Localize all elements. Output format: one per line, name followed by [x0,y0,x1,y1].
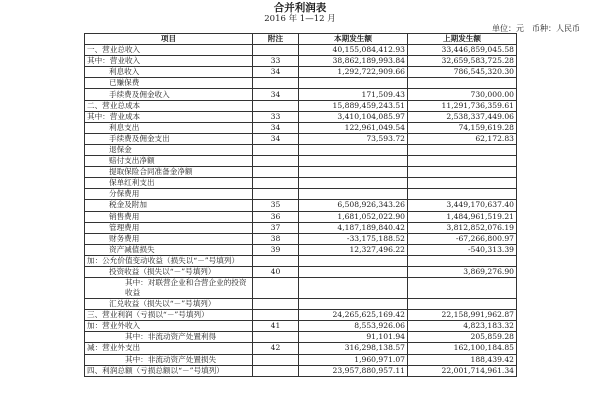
header-current-period: 本期发生额 [299,34,408,45]
row-current-amount [299,189,408,200]
row-previous-amount: 22,001,714,961.34 [408,365,517,376]
table-row [85,200,517,211]
row-label: 赔付支出净额 [85,156,253,167]
table-row [85,100,517,111]
row-current-amount: 4,187,189,840.42 [299,222,408,233]
table-row [85,321,517,332]
table-row [85,310,517,321]
row-previous-amount [408,189,517,200]
row-note: 42 [253,343,299,354]
table-row [85,233,517,244]
row-note: 38 [253,233,299,244]
row-label: 退保金 [85,144,253,155]
row-current-amount: 91,101.94 [299,332,408,343]
row-current-amount [299,299,408,310]
row-current-amount: 3,410,104,085.97 [299,111,408,122]
table-row [85,156,517,167]
row-note [253,45,299,56]
table-row [85,255,517,266]
row-current-amount: 8,553,926.06 [299,321,408,332]
row-note [253,78,299,89]
table-row [85,278,517,299]
row-previous-amount: 205,859.28 [408,332,517,343]
table-row [85,111,517,122]
row-note: 34 [253,67,299,78]
row-label: 一、营业总收入 [85,45,253,56]
row-previous-amount [408,144,517,155]
row-previous-amount: 2,538,337,449.06 [408,111,517,122]
row-note [253,299,299,310]
row-note [253,255,299,266]
row-previous-amount: 730,000.00 [408,89,517,100]
row-previous-amount [408,299,517,310]
header-item: 项目 [85,34,253,45]
row-label: 其中：营业成本 [85,111,253,122]
row-previous-amount: 62,172.83 [408,133,517,144]
row-previous-amount [408,278,517,299]
row-current-amount [299,78,408,89]
row-note: 40 [253,266,299,277]
statement-title: 合并利润表 [273,2,327,14]
row-note: 33 [253,111,299,122]
row-current-amount [299,255,408,266]
table-row [85,45,517,56]
table-row [85,299,517,310]
row-current-amount [299,144,408,155]
row-current-amount: -33,175,188.52 [299,233,408,244]
row-label: 投资收益（损失以“－”号填列） [85,266,253,277]
row-current-amount: 1,960,971.07 [299,354,408,365]
row-previous-amount [408,255,517,266]
row-previous-amount: 3,812,852,076.19 [408,222,517,233]
row-previous-amount: -67,266,800.97 [408,233,517,244]
income-statement-table [84,33,517,377]
row-previous-amount: 786,545,320.30 [408,67,517,78]
table-row [85,189,517,200]
header-previous-period: 上期发生额 [408,34,517,45]
table-row [85,167,517,178]
row-current-amount [299,266,408,277]
row-note [253,178,299,189]
row-note [253,365,299,376]
row-note [253,156,299,167]
row-label: 分保费用 [85,189,253,200]
row-label: 管理费用 [85,222,253,233]
row-previous-amount: 3,449,170,637.40 [408,200,517,211]
row-label: 利息收入 [85,67,253,78]
row-note: 34 [253,89,299,100]
row-previous-amount [408,178,517,189]
row-note: 35 [253,200,299,211]
table-row [85,78,517,89]
row-previous-amount [408,78,517,89]
row-label: 财务费用 [85,233,253,244]
row-current-amount: 6,508,926,343.26 [299,200,408,211]
row-note [253,310,299,321]
row-label: 加：营业外收入 [85,321,253,332]
row-previous-amount: 1,484,961,519.21 [408,211,517,222]
row-current-amount: 1,681,052,022.90 [299,211,408,222]
table-row [85,122,517,133]
row-label: 其中：对联营企业和合营企业的投资收益 [85,278,253,299]
row-current-amount [299,167,408,178]
table-row [85,67,517,78]
row-current-amount [299,278,408,299]
row-label: 手续费及佣金收入 [85,89,253,100]
table-row [85,178,517,189]
currency-unit: 单位：元 币种：人民币 [492,24,580,33]
row-note: 34 [253,133,299,144]
row-current-amount: 23,957,880,957.11 [299,365,408,376]
row-current-amount: 15,889,459,243.51 [299,100,408,111]
row-note [253,278,299,299]
row-label: 其中：非流动资产处置利得 [85,332,253,343]
row-label: 三、营业利润（亏损以“－”号填列） [85,310,253,321]
row-current-amount: 1,292,722,909.66 [299,67,408,78]
row-previous-amount [408,167,517,178]
row-current-amount [299,156,408,167]
row-label: 已赚保费 [85,78,253,89]
table-row [85,365,517,376]
row-current-amount [299,178,408,189]
table-row [85,56,517,67]
table-row [85,211,517,222]
row-current-amount: 171,509.43 [299,89,408,100]
row-note: 39 [253,244,299,255]
table-row [85,332,517,343]
table-row [85,133,517,144]
row-previous-amount: 188,439.42 [408,354,517,365]
table-row [85,244,517,255]
row-current-amount: 12,327,496.22 [299,244,408,255]
row-previous-amount: 162,100,184.85 [408,343,517,354]
row-label: 手续费及佣金支出 [85,133,253,144]
row-note: 37 [253,222,299,233]
row-previous-amount: 4,823,183.32 [408,321,517,332]
row-previous-amount: 74,159,619.28 [408,122,517,133]
row-current-amount: 73,593.72 [299,133,408,144]
statement-period: 2016 年 1—12 月 [264,14,336,24]
row-previous-amount: 11,291,736,359.61 [408,100,517,111]
table-row [85,89,517,100]
row-note: 33 [253,56,299,67]
row-label: 减：营业外支出 [85,343,253,354]
row-previous-amount: -540,313.39 [408,244,517,255]
table-row [85,222,517,233]
table-row [85,343,517,354]
row-current-amount: 24,265,625,169.42 [299,310,408,321]
row-label: 其中：非流动资产处置损失 [85,354,253,365]
row-label: 资产减值损失 [85,244,253,255]
row-current-amount: 122,961,049.54 [299,122,408,133]
row-note: 41 [253,321,299,332]
row-current-amount: 40,155,084,412.93 [299,45,408,56]
row-current-amount: 38,862,189,993.84 [299,56,408,67]
row-note [253,354,299,365]
table-body [85,45,517,377]
row-label: 保单红利支出 [85,178,253,189]
row-note [253,189,299,200]
row-note [253,100,299,111]
row-label: 其中：营业收入 [85,56,253,67]
row-label: 四、利润总额（亏损总额以“－”号填列） [85,365,253,376]
row-note [253,144,299,155]
header-note: 附注 [253,34,299,45]
table-row [85,144,517,155]
table-row [85,354,517,365]
table-header-row [85,34,517,45]
row-current-amount: 316,298,138.57 [299,343,408,354]
row-previous-amount: 32,659,583,725.28 [408,56,517,67]
row-note: 34 [253,122,299,133]
table-row [85,266,517,277]
row-label: 销售费用 [85,211,253,222]
row-label: 税金及附加 [85,200,253,211]
row-label: 利息支出 [85,122,253,133]
row-previous-amount: 22,158,991,962.87 [408,310,517,321]
row-previous-amount: 33,446,859,045.58 [408,45,517,56]
row-label: 二、营业总成本 [85,100,253,111]
row-note: 36 [253,211,299,222]
row-label: 汇兑收益（损失以“－”号填列） [85,299,253,310]
row-label: 加：公允价值变动收益（损失以“－”号填列） [85,255,253,266]
row-note [253,167,299,178]
row-previous-amount: 3,869,276.90 [408,266,517,277]
row-label: 提取保险合同准备金净额 [85,167,253,178]
row-note [253,332,299,343]
row-previous-amount [408,156,517,167]
